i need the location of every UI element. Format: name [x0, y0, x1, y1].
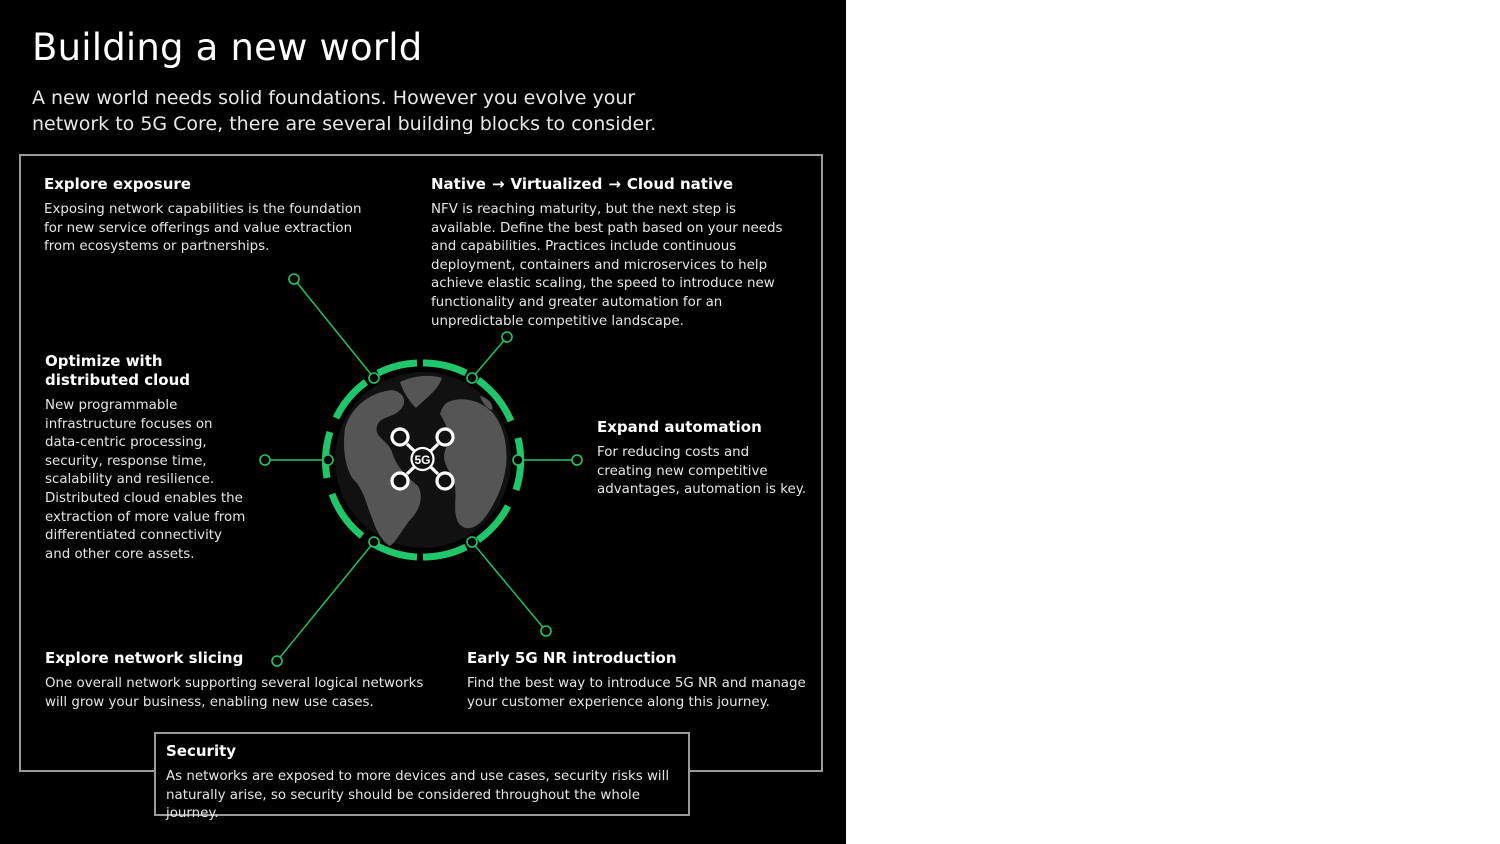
node-slicing-inner: [369, 537, 379, 547]
block-distributed-cloud: [45, 352, 250, 564]
distributed-heading: Optimize with distributed cloud: [45, 352, 190, 389]
cloud-native-label: Cloud native: [626, 175, 734, 193]
block-security: [154, 732, 690, 822]
slicing-heading: Explore network slicing: [45, 649, 244, 667]
nr-body: Find the best way to introduce 5G NR and manage your customer experience along this journey.: [467, 676, 806, 710]
5g-label: 5G: [414, 453, 431, 467]
security-heading: Security: [166, 742, 237, 760]
node-nr-inner: [467, 537, 477, 547]
page-subtitle: A new world needs solid foundations. However you evolve your network to 5G Core, there are several building blocks to consider.: [32, 87, 657, 135]
block-network-slicing: [45, 649, 425, 712]
native-label: Native: [431, 175, 486, 193]
node-nr-outer: [541, 626, 551, 636]
node-distributed-inner: [323, 455, 333, 465]
distributed-body: New programmable infrastructure focuses on data-centric processing, security, response time, scalability and resilience. Distributed cloud enables the extraction of more value from differentiated connectivity and other core assets.: [45, 398, 246, 562]
arrow-right-icon: →: [491, 175, 505, 193]
exposure-body: Exposing network capabilities is the foundation for new service offerings and value extraction from ecosystems or partnerships.: [44, 202, 362, 255]
node-exposure-inner: [369, 373, 379, 383]
automation-body: For reducing costs and creating new competitive advantages, automation is key.: [597, 445, 807, 498]
spoke-slicing: [277, 542, 374, 661]
node-exposure-outer: [289, 274, 299, 284]
arrow-right-icon: →: [608, 175, 621, 193]
virtualized-label: Virtualized: [510, 175, 603, 193]
nr-heading: Early 5G NR introduction: [467, 649, 677, 667]
spoke-nr: [472, 542, 546, 631]
block-automation: [597, 418, 807, 500]
page-title: Building a new world: [32, 26, 423, 69]
slicing-body: One overall network supporting several logical networks will grow your business, enabling new use cases.: [45, 676, 424, 710]
security-body: As networks are exposed to more devices and use cases, security risks will naturally arise, so security should be considered throughout the whole journey.: [166, 769, 670, 822]
node-automation-inner: [513, 455, 523, 465]
automation-heading: Expand automation: [597, 418, 762, 436]
node-cloud-outer: [502, 332, 512, 342]
cloud-native-body: NFV is reaching maturity, but the next step is available. Define the best path based on your needs and capabilities. Practices include continuous deployment, containers and microservices to help achieve elastic scaling, the speed to introduce new functionality and greater automation for an unpredictable competitive landscape.: [431, 202, 783, 329]
block-5g-nr: [467, 649, 812, 712]
spoke-cloud-native: [472, 337, 507, 378]
block-exposure: [44, 175, 374, 257]
spoke-exposure: [294, 279, 374, 378]
node-distributed-outer: [260, 455, 270, 465]
cloud-native-heading: [431, 175, 803, 194]
node-automation-outer: [572, 455, 582, 465]
node-cloud-inner: [467, 373, 477, 383]
exposure-heading: Explore exposure: [44, 175, 191, 193]
block-cloud-native: [431, 175, 803, 331]
